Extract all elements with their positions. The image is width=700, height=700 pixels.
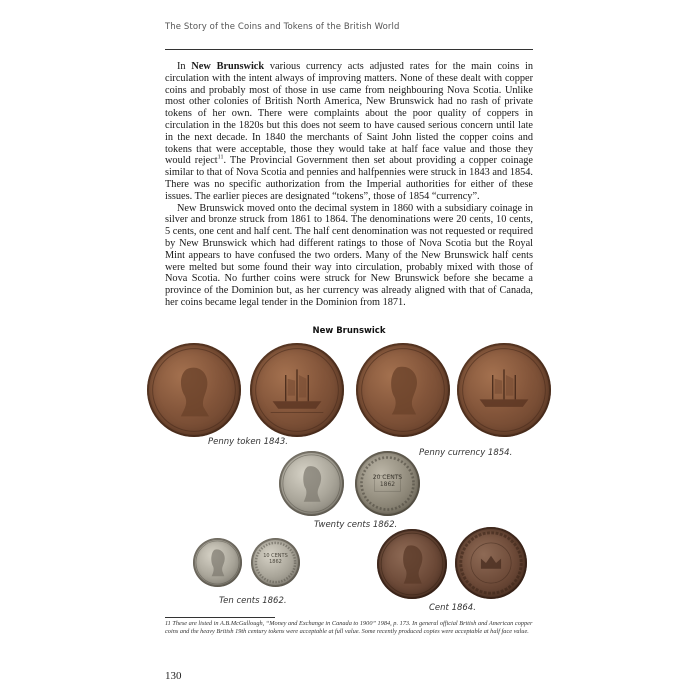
twenty-cents-obverse-image — [279, 451, 344, 516]
penny-currency-obverse-image — [356, 343, 450, 437]
queen-portrait-icon — [147, 343, 241, 437]
p1-bold-term: New Brunswick — [191, 61, 265, 72]
caption-twenty-cents: Twenty cents 1862. — [314, 520, 398, 530]
paragraph-1 — [165, 61, 533, 203]
twenty-cents-reverse-image — [355, 451, 420, 516]
ship-icon — [250, 343, 344, 437]
p1-lead: In — [177, 61, 192, 72]
ship-icon — [457, 343, 551, 437]
twenty-cents-legend: 20 CENTS 1862 — [372, 474, 403, 488]
coin-section-heading: New Brunswick — [312, 326, 386, 336]
queen-portrait-icon — [279, 451, 344, 516]
ten-cents-legend: 10 CENTS 1862 — [263, 553, 288, 565]
queen-portrait-icon — [193, 538, 242, 587]
crown-icon — [455, 527, 527, 599]
caption-penny-token: Penny token 1843. — [208, 437, 288, 447]
caption-cent: Cent 1864. — [429, 603, 476, 613]
penny-token-obverse-image — [147, 343, 241, 437]
footnote-rule — [165, 617, 275, 618]
cent-reverse-image — [455, 527, 527, 599]
body-text — [165, 61, 533, 309]
ten-cents-reverse-image — [251, 538, 300, 587]
queen-portrait-icon — [356, 343, 450, 437]
p1-text: various currency acts adjusted rates for the main coins in circulation with the intent always of improving matters. None of these dealt with copper coins and probably most of those in use came from neighbouring Nova Scotia. Unlike most other colonies of British North America, New Brunswick had no rash of private tokens of her own. There were complaints about the poor quality of coppers in circulation in the 1820s but this does not seem to have caused serious concern until late in the next decade. In 1840 the merchants of Saint John listed the copper coins and tokens that were acceptable, those they would take at half face value and those they would reject — [165, 61, 534, 167]
caption-penny-currency: Penny currency 1854. — [419, 448, 513, 458]
header-rule — [165, 49, 533, 50]
caption-ten-cents: Ten cents 1862. — [219, 596, 287, 606]
page-number: 130 — [165, 670, 182, 682]
queen-portrait-icon — [377, 529, 447, 599]
running-head: The Story of the Coins and Tokens of the British World — [165, 22, 400, 32]
penny-token-reverse-image — [250, 343, 344, 437]
paragraph-2: New Brunswick moved onto the decimal system in 1860 with a subsidiary coinage in silver and bronze struck from 1861 to 1864. The denominations were 20 cents, 10 cents, 5 cents, one cent and half cent. The half cent denomination was not requested or required by New Brunswick which had different ratings to those of Nova Scotia but the Royal Mint appears to have confused the two orders. Many of the New Brunswick half cents were melted but some found their way into circulation, probably mixed with those of Nova Scotia. No further coins were struck for New Brunswick before she became a province of the Dominion but, as her currency was already aligned with that of Canada, her coins became legal tender in the Dominion from 1871. — [165, 202, 533, 308]
ten-cents-obverse-image — [193, 538, 242, 587]
p1-text-2: . The Provincial Government then set about providing a copper coinage similar to that of Nova Scotia and pennies and halfpennies were struck in 1843 and 1854. There was no specific authorization from the Imperial authorities for either of these issues. The earlier pieces are designated “tokens”, those of 1854 “currency”. — [165, 155, 533, 202]
cent-obverse-image — [377, 529, 447, 599]
penny-currency-reverse-image — [457, 343, 551, 437]
footnote-ref[interactable]: 11 — [217, 154, 224, 161]
footnote: 11 These are listed in A.B.McGullough, “Money and Exchange in Canada to 1900” 1984, p. 173. In general official British and American copper coins and the heavy British 19th century tokens were acceptable at full value. Some recently produced copies were acceptable at half face value. — [165, 620, 533, 636]
